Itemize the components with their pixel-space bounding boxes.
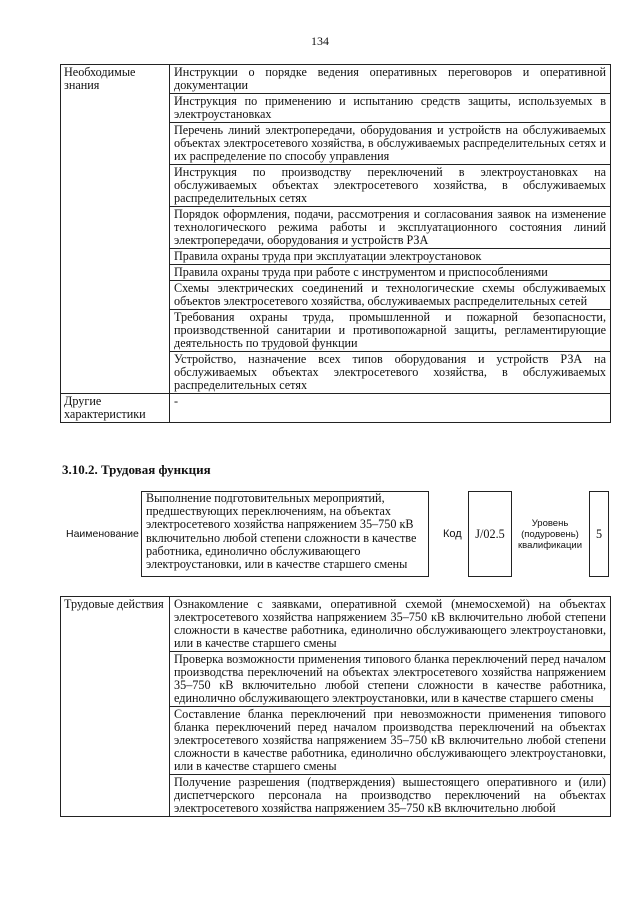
required-knowledge-table: [60, 64, 611, 423]
labor-actions-table: [60, 596, 611, 817]
other-characteristics-label: Другие характеристики: [61, 394, 170, 423]
qualification-level-value: 5: [589, 491, 609, 577]
knowledge-item: Перечень линий электропередачи, оборудования и устройств на обслуживаемых объектах электросетевого хозяйства, в обслуживаемых распределительных сетях и их распределение по способу управления: [170, 123, 611, 165]
knowledge-item: Правила охраны труда при работе с инструментом и приспособлениями: [170, 265, 611, 281]
qualification-level-label: Уровень (подуровень) квалификации: [517, 518, 583, 551]
knowledge-item: Порядок оформления, подачи, рассмотрения и согласования заявок на изменение технологического режима работы и эксплуатационного состояния линий электропередачи, оборудования и устройств РЗА: [170, 207, 611, 249]
name-label: Наименование: [66, 528, 139, 540]
action-item: Проверка возможности применения типового бланка переключений перед началом производства переключений на объектах электросетевого хозяйства напряжением 35–750 кВ включительно любой степени сложности в качестве работника, единолично обслуживающего электроустановки, или в качестве старшего смены: [170, 652, 611, 707]
labor-actions-label: Трудовые действия: [61, 597, 170, 817]
section-heading: 3.10.2. Трудовая функция: [62, 462, 211, 477]
knowledge-label: Необходимые знания: [61, 65, 170, 394]
knowledge-item: Правила охраны труда при эксплуатации электроустановок: [170, 249, 611, 265]
knowledge-item: Инструкция по производству переключений в электроустановках на обслуживаемых объектах электросетевого хозяйства, в обслуживаемых распределительных сетях: [170, 165, 611, 207]
knowledge-item: Инструкции о порядке ведения оперативных переговоров и оперативной документации: [170, 65, 611, 94]
knowledge-item: Требования охраны труда, промышленной и пожарной безопасности, производственной санитарии и противопожарной защиты, регламентирующие деятельность по трудовой функции: [170, 310, 611, 352]
function-header: [0, 490, 640, 580]
table-row: [61, 597, 611, 652]
other-characteristics-value: -: [170, 394, 611, 423]
code-label: Код: [443, 528, 462, 540]
knowledge-item: Инструкция по применению и испытанию средств защиты, используемых в электроустановках: [170, 94, 611, 123]
table-row: [61, 65, 611, 94]
knowledge-item: Устройство, назначение всех типов оборудования и устройств РЗА на обслуживаемых объектах электросетевого хозяйства, в обслуживаемых распределительных сетях: [170, 352, 611, 394]
action-item: Ознакомление с заявками, оперативной схемой (мнемосхемой) на объектах электросетевого хозяйства напряжением 35–750 кВ включительно любой степени сложности в качестве работника, единолично обслуживающего электроустановки, или в качестве старшего смены: [170, 597, 611, 652]
action-item: Составление бланка переключений при невозможности применения типового бланка переключений перед началом производства переключений на объектах электросетевого хозяйства напряжением 35–750 кВ включительно любой степени сложности в качестве работника, единолично обслуживающего электроустановки, или в качестве старшего смены: [170, 707, 611, 775]
table-row: [61, 394, 611, 423]
knowledge-item: Схемы электрических соединений и технологические схемы обслуживаемых объектов электросетевого хозяйства, обслуживаемых распределительных сетей: [170, 281, 611, 310]
action-item: Получение разрешения (подтверждения) вышестоящего оперативного и (или) диспетчерского персонала на производство переключений на объектах электросетевого хозяйства напряжением 35–750 кВ включительно любой: [170, 775, 611, 817]
code-value: J/02.5: [468, 491, 512, 577]
function-name: Выполнение подготовительных мероприятий, предшествующих переключениям, на объектах электросетевого хозяйства напряжением 35–750 кВ включительно любой степени сложности в качестве работника, единолично обслуживающего электроустановки, или в качестве старшего смены: [141, 491, 429, 577]
page-number: 134: [311, 34, 329, 48]
